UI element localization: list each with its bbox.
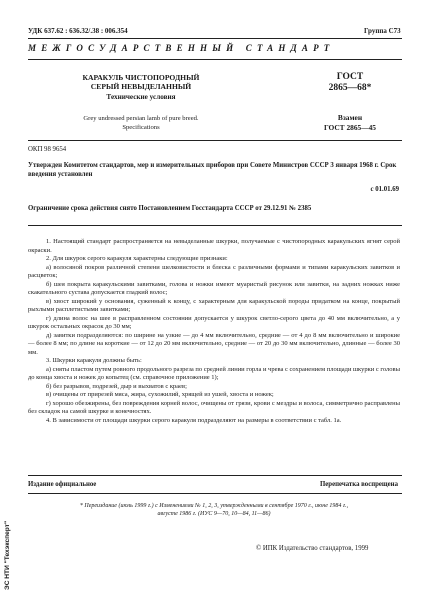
reissue-footnote [28, 502, 400, 518]
replaces-block [302, 113, 398, 133]
paragraph: в) очищены от прирезей мяса, жира, сухожилий, хрящей из ушей, хвоста и ножек; [46, 391, 274, 398]
reprint-prohibited-label: Перепечатка воспрещена [320, 481, 398, 488]
udk-code: УДК 637.62 : 636.32/.38 : 006.354 [28, 27, 128, 35]
paragraph: г) длина волос на шее в расправленном состоянии допускается у шкурок светло-серого цвета до 40 мм включительно, а у шкурок остальных окрасок до 30 мм; [28, 314, 400, 330]
paragraph: д) завитки подразделяются: по ширине на узкие — до 4 мм включительно, средние — от 4 до 8 мм включительно и широкие — более 8 мм; по длине на короткие — от 12 до 20 мм включительно, средние — от 20 до 30 мм включительно, длинные — более 30 мм. [28, 331, 400, 356]
body-top-rule [28, 225, 402, 226]
copyright-notice: © ИПК Издательство стандартов, 1999 [256, 545, 369, 552]
footnote-line-2: августе 1986 г. (ИУС 9—70, 10—84, 11—86) [157, 511, 271, 517]
document-subtitle: Технические условия [106, 93, 176, 101]
header-rule [28, 38, 402, 39]
title-line-2: СЕРЫЙ НЕВЫДЕЛАННЫЙ [90, 82, 192, 91]
paragraph: а) волосяной покров различной степени шелковистости и блеска с различными формами и типами каракульских завитков и расцветок; [28, 263, 400, 279]
standard-banner: МЕЖГОСУДАРСТВЕННЫЙ СТАНДАРТ [28, 43, 335, 53]
gost-code: 2865—68* [328, 83, 372, 93]
paragraph: 2. Для шкурок серого каракуля характерны следующие признаки: [46, 255, 228, 262]
replaces-value: ГОСТ 2865—45 [323, 123, 377, 132]
paragraph: г) хорошо обезжирены, без повреждения корней волос, очищены от грязи, крови с мездры и волоса, симметрично расправлены без складок на самой шкурке и конечностях. [28, 399, 400, 415]
footer-rule [28, 475, 402, 476]
introduction-date: с 01.01.69 [370, 186, 399, 193]
document-title [62, 73, 220, 91]
okp-code: ОКП 98 9654 [28, 146, 67, 153]
gost-number [315, 72, 385, 94]
paragraph: а) сняты пластом путем ровного продольного разреза по средней линии горла и чрева с сохранением площади шкурки с головы до конца хвоста и ножек до копытец (см. справочное приложение 1); [28, 365, 400, 381]
english-title [62, 115, 220, 132]
paragraph: 4. В зависимости от площади шкурки серого каракуля подразделяют на размеры в соответствии с табл. 1а. [46, 416, 342, 424]
paragraph: 3. Шкурки каракуля должны быть: [46, 357, 142, 364]
replaces-label: Взамен [337, 113, 363, 122]
approval-statement: Утвержден Комитетом стандартов, мер и измерительных приборов при Совете Министров СССР 3 января 1968 г. Срок введения установлен [28, 162, 397, 178]
english-title-line-2: Specifications [122, 123, 160, 131]
banner-rule [28, 59, 402, 60]
group-code: Группа С73 [364, 27, 401, 35]
footnote-line-1: * Переиздание (июль 1999 г.) с Изменениями № 1, 2, 3, утвержденными в сентябре 1970 г., июне 1984 г., [79, 503, 349, 509]
limit-statement: Ограничение срока действия снято Постановлением Госстандарта СССР от 29.12.91 № 2385 [28, 205, 312, 212]
title-line-1: КАРАКУЛЬ ЧИСТОПОРОДНЫЙ [82, 73, 200, 82]
publisher-sidebar: ЭС НТИ "Техэксперт" [4, 520, 11, 590]
official-edition-label: Издание официальное [28, 481, 97, 488]
paragraph: 1. Настоящий стандарт распространяется на невыделанные шкурки, получаемые с чистопородных каракульских ягнят серой окраски. [28, 238, 400, 254]
paragraph: б) без разрывов, подрезей, дыр и выхватов с краев; [46, 382, 187, 390]
paragraph: в) хвост широкий у основания, суженный к концу, с характерным для каракульской породы придатком на конце, покрытый рыхлыми расплетистыми завитками; [28, 297, 400, 313]
title-rule [28, 140, 402, 141]
body-text [28, 238, 400, 425]
english-title-line-1: Grey undressed persian lamb of pure breed. [83, 115, 199, 122]
paragraph: б) шея покрыта каракульскими завитками, голова и ножки имеют муаристый рисунок или завитки, на задних ножках ниже скакательного сустава допускается гладкий волос; [28, 280, 400, 296]
footnote-rule [28, 493, 402, 494]
gost-label: ГОСТ [336, 72, 364, 82]
